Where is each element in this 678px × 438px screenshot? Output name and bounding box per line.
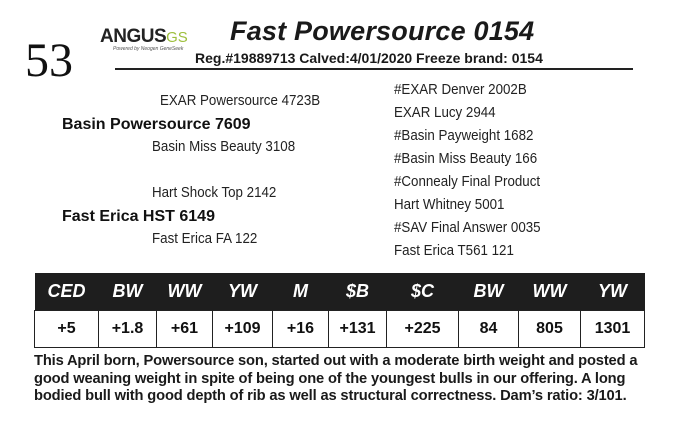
ancestor: EXAR Lucy 2944 xyxy=(394,105,496,121)
ancestor: #Connealy Final Product xyxy=(394,174,541,190)
dam-dam: Fast Erica FA 122 xyxy=(152,231,258,247)
sire-sire: EXAR Powersource 4723B xyxy=(160,93,321,109)
lot-number: 53 xyxy=(25,34,73,87)
registration-line: Reg.#19889713 Calved:4/01/2020 Freeze brand: 0154 xyxy=(195,50,543,66)
epd-value: +16 xyxy=(273,311,329,348)
ancestor: #Basin Miss Beauty 166 xyxy=(394,151,538,167)
epd-header: BW xyxy=(459,273,519,311)
epd-header: $B xyxy=(329,273,387,311)
epd-value: 805 xyxy=(519,311,581,348)
epd-value: 84 xyxy=(459,311,519,348)
epd-value: 1301 xyxy=(581,311,645,348)
epd-header: YW xyxy=(213,273,273,311)
ancestor: #EXAR Denver 2002B xyxy=(394,82,527,98)
epd-value: +1.8 xyxy=(99,311,157,348)
angus-gs-logo xyxy=(100,26,188,56)
epd-value-row xyxy=(35,311,645,348)
bull-name: Fast Powersource 0154 xyxy=(230,16,535,46)
epd-header: $C xyxy=(387,273,459,311)
epd-table xyxy=(34,273,645,348)
epd-value: +61 xyxy=(157,311,213,348)
ancestor: Hart Whitney 5001 xyxy=(394,197,505,213)
epd-header: WW xyxy=(519,273,581,311)
epd-header: BW xyxy=(99,273,157,311)
epd-value: +109 xyxy=(213,311,273,348)
epd-header: CED xyxy=(35,273,99,311)
epd-value: +131 xyxy=(329,311,387,348)
epd-header: M xyxy=(273,273,329,311)
epd-header: WW xyxy=(157,273,213,311)
bull-description: This April born, Powersource son, started out with a moderate birth weight and posted a good weaning weight in spite of being one of the youngest bulls in our offering. A long bodied bull with good depth of rib as well as structural correctness. Dam’s ratio: 3/101. xyxy=(34,353,638,404)
logo-tagline: Powered by Neogen GeneSeek xyxy=(113,46,184,52)
sire-dam: Basin Miss Beauty 3108 xyxy=(152,139,296,155)
epd-value: +225 xyxy=(387,311,459,348)
epd-header: YW xyxy=(581,273,645,311)
sire: Basin Powersource 7609 xyxy=(62,116,251,133)
epd-value: +5 xyxy=(35,311,99,348)
ancestor: #Basin Payweight 1682 xyxy=(394,128,534,144)
ancestor: Fast Erica T561 121 xyxy=(394,243,514,259)
header-divider xyxy=(115,68,633,70)
epd-header-row xyxy=(35,273,645,311)
ancestor: #SAV Final Answer 0035 xyxy=(394,220,541,236)
dam: Fast Erica HST 6149 xyxy=(62,208,215,225)
dam-sire: Hart Shock Top 2142 xyxy=(152,185,277,201)
logo-wordmark: ANGUSGS xyxy=(100,26,188,47)
